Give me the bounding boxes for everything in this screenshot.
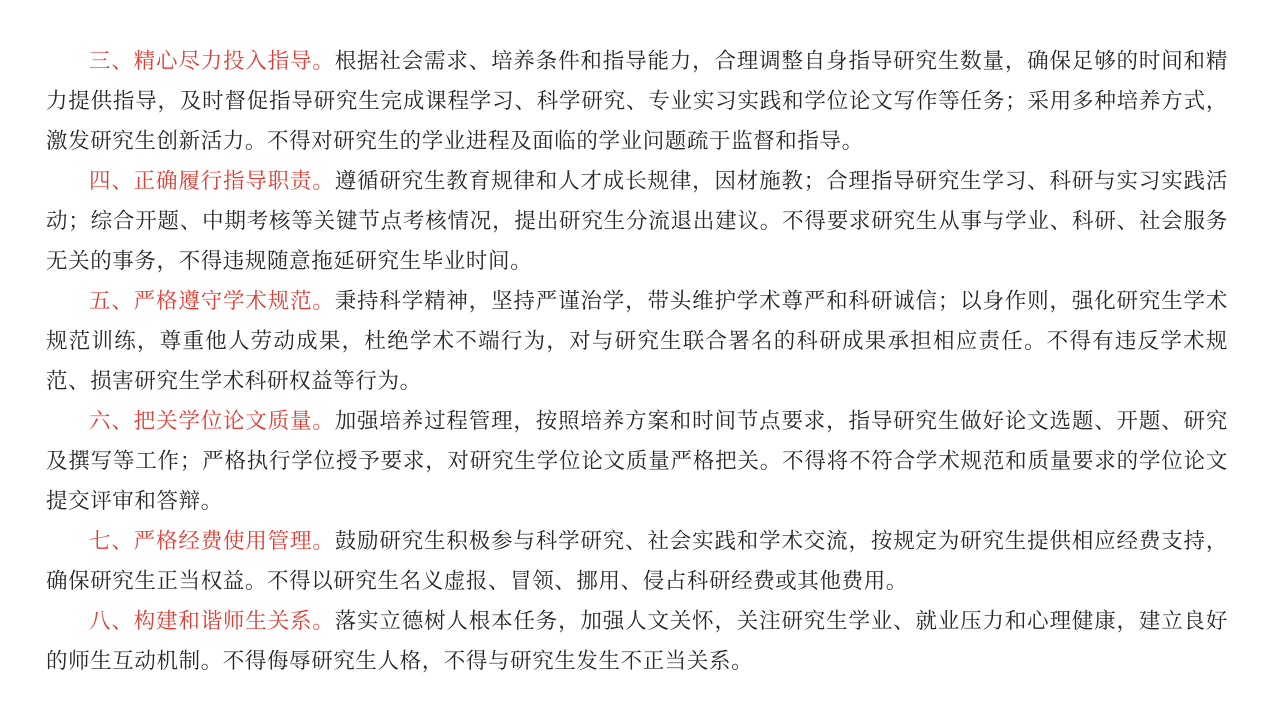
paragraph-rule-8 [46, 601, 1228, 681]
paragraph-rule-6 [46, 401, 1228, 521]
paragraph-rule-6-heading: 六、把关学位论文质量。 [89, 409, 335, 433]
paragraph-rule-3 [46, 41, 1228, 161]
paragraph-rule-7 [46, 521, 1228, 601]
paragraph-rule-3-heading: 三、精心尽力投入指导。 [89, 49, 335, 73]
paragraph-rule-5-body: 秉持科学精神，坚持严谨治学，带头维护学术尊严和科研诚信；以身作则，强化研究生学术规范训练，尊重他人劳动成果，杜绝学术不端行为，对与研究生联合署名的科研成果承担相应责任。不得有违反学术规范、损害研究生学术科研权益等行为。 [46, 289, 1228, 393]
paragraph-rule-4-heading: 四、正确履行指导职责。 [89, 169, 335, 193]
paragraph-rule-6-body: 加强培养过程管理，按照培养方案和时间节点要求，指导研究生做好论文选题、开题、研究及撰写等工作；严格执行学位授予要求，对研究生学位论文质量严格把关。不得将不符合学术规范和质量要求的学位论文提交评审和答辩。 [46, 409, 1228, 513]
paragraph-rule-3-body: 根据社会需求、培养条件和指导能力，合理调整自身指导研究生数量，确保足够的时间和精力提供指导，及时督促指导研究生完成课程学习、科学研究、专业实习实践和学位论文写作等任务；采用多种培养方式，激发研究生创新活力。不得对研究生的学业进程及面临的学业问题疏于监督和指导。 [46, 49, 1228, 153]
paragraph-rule-4 [46, 161, 1228, 281]
paragraph-rule-7-body: 鼓励研究生积极参与科学研究、社会实践和学术交流，按规定为研究生提供相应经费支持，确保研究生正当权益。不得以研究生名义虚报、冒领、挪用、侵占科研经费或其他费用。 [46, 529, 1228, 593]
paragraph-rule-5-heading: 五、严格遵守学术规范。 [89, 289, 335, 313]
paragraph-rule-5 [46, 281, 1228, 401]
paragraph-rule-4-body: 遵循研究生教育规律和人才成长规律，因材施教；合理指导研究生学习、科研与实习实践活动；综合开题、中期考核等关键节点考核情况，提出研究生分流退出建议。不得要求研究生从事与学业、科研、社会服务无关的事务，不得违规随意拖延研究生毕业时间。 [46, 169, 1228, 273]
paragraph-rule-8-heading: 八、构建和谐师生关系。 [89, 609, 335, 633]
paragraph-rule-8-body: 落实立德树人根本任务，加强人文关怀，关注研究生学业、就业压力和心理健康，建立良好的师生互动机制。不得侮辱研究生人格，不得与研究生发生不正当关系。 [46, 609, 1228, 673]
paragraph-rule-7-heading: 七、严格经费使用管理。 [89, 529, 335, 553]
